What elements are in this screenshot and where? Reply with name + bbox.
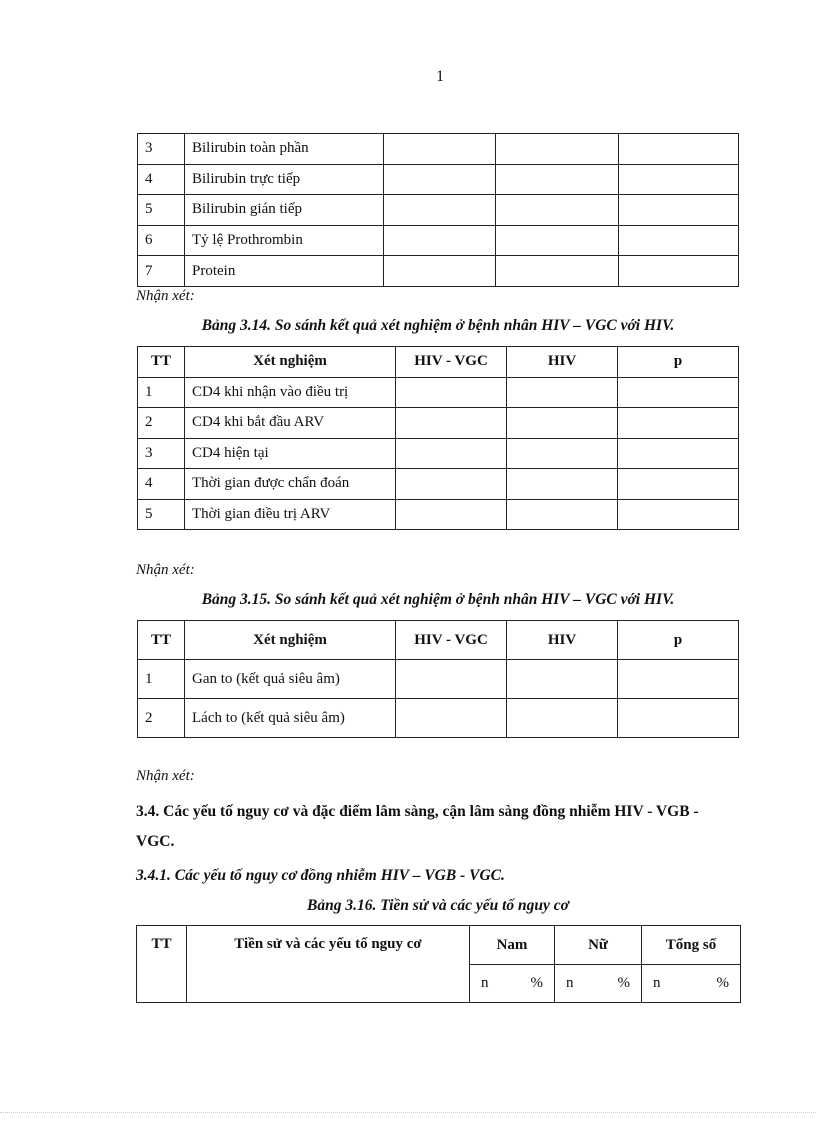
empty-cell — [619, 256, 739, 287]
table-3-14 — [137, 346, 739, 530]
row-number: 3 — [138, 134, 185, 165]
table-row — [138, 164, 739, 195]
empty-cell — [507, 499, 618, 530]
empty-cell — [384, 134, 496, 165]
header-hiv-vgc: HIV - VGC — [396, 621, 507, 660]
table-header-row — [138, 621, 739, 660]
header-tt: TT — [137, 926, 187, 1003]
header-history-risk: Tiền sử và các yếu tố nguy cơ — [187, 926, 470, 1003]
empty-cell — [507, 377, 618, 408]
sub-percent: % — [530, 975, 543, 991]
empty-cell — [619, 164, 739, 195]
empty-cell — [396, 499, 507, 530]
sub-percent: % — [617, 975, 630, 991]
table-row — [138, 469, 739, 500]
empty-cell — [496, 256, 619, 287]
row-test-name: Protein — [185, 256, 384, 287]
row-number: 1 — [138, 377, 185, 408]
empty-cell — [396, 699, 507, 738]
empty-cell — [384, 256, 496, 287]
empty-cell — [507, 699, 618, 738]
row-test-name: Gan to (kết quả siêu âm) — [185, 660, 396, 699]
table-row — [138, 256, 739, 287]
empty-cell — [496, 195, 619, 226]
header-p: p — [618, 347, 739, 378]
total-subheader — [642, 965, 741, 1003]
empty-cell — [396, 469, 507, 500]
row-number: 5 — [138, 499, 185, 530]
header-test: Xét nghiệm — [185, 347, 396, 378]
section-heading-3-4: 3.4. Các yếu tố nguy cơ và đặc điểm lâm sàng, cận lâm sàng đồng nhiễm HIV - VGB - VGC. — [136, 803, 699, 850]
table-3-16 — [136, 925, 741, 1003]
empty-cell — [618, 699, 739, 738]
page-number: 1 — [436, 68, 444, 85]
row-test-name: Thời gian được chẩn đoán — [185, 469, 396, 500]
sub-n: n — [653, 975, 661, 991]
table-header-row — [137, 926, 741, 965]
header-test: Xét nghiệm — [185, 621, 396, 660]
row-test-name: CD4 khi nhận vào điều trị — [185, 377, 396, 408]
remark-label: Nhận xét: — [136, 768, 195, 784]
empty-cell — [496, 225, 619, 256]
header-total: Tổng số — [642, 926, 741, 965]
header-p: p — [618, 621, 739, 660]
row-number: 4 — [138, 164, 185, 195]
row-test-name: CD4 hiện tại — [185, 438, 396, 469]
row-number: 6 — [138, 225, 185, 256]
empty-cell — [618, 377, 739, 408]
table-row — [138, 195, 739, 226]
empty-cell — [618, 660, 739, 699]
sub-percent: % — [716, 975, 729, 991]
empty-cell — [396, 438, 507, 469]
empty-cell — [618, 408, 739, 439]
empty-cell — [507, 660, 618, 699]
table-row — [138, 408, 739, 439]
page-bottom-divider — [0, 1112, 816, 1113]
empty-cell — [496, 164, 619, 195]
table-caption-3-15: Bảng 3.15. So sánh kết quả xét nghiệm ở bệnh nhân HIV – VGC với HIV. — [201, 591, 675, 608]
table-row — [138, 660, 739, 699]
row-number: 7 — [138, 256, 185, 287]
empty-cell — [618, 469, 739, 500]
table-row — [138, 225, 739, 256]
remark-label: Nhận xét: — [136, 288, 195, 304]
header-hiv: HIV — [507, 347, 618, 378]
male-subheader — [470, 965, 555, 1003]
empty-cell — [619, 225, 739, 256]
row-test-name: Bilirubin gián tiếp — [185, 195, 384, 226]
table-3-15 — [137, 620, 739, 738]
empty-cell — [619, 134, 739, 165]
table-row — [138, 699, 739, 738]
sub-n: n — [566, 975, 574, 991]
row-number: 2 — [138, 699, 185, 738]
empty-cell — [384, 195, 496, 226]
table-caption-3-14: Bảng 3.14. So sánh kết quả xét nghiệm ở bệnh nhân HIV – VGC với HIV. — [201, 317, 675, 334]
row-test-name: Tỷ lệ Prothrombin — [185, 225, 384, 256]
empty-cell — [507, 438, 618, 469]
empty-cell — [507, 469, 618, 500]
row-number: 1 — [138, 660, 185, 699]
sub-n: n — [481, 975, 489, 991]
row-test-name: Thời gian điều trị ARV — [185, 499, 396, 530]
empty-cell — [396, 408, 507, 439]
row-test-name: Lách to (kết quả siêu âm) — [185, 699, 396, 738]
empty-cell — [507, 408, 618, 439]
table-row — [138, 438, 739, 469]
empty-cell — [619, 195, 739, 226]
lab-table-continued — [137, 133, 739, 287]
empty-cell — [396, 377, 507, 408]
row-test-name: Bilirubin trực tiếp — [185, 164, 384, 195]
header-male: Nam — [470, 926, 555, 965]
empty-cell — [384, 164, 496, 195]
row-number: 5 — [138, 195, 185, 226]
empty-cell — [496, 134, 619, 165]
header-female: Nữ — [555, 926, 642, 965]
row-test-name: Bilirubin toàn phần — [185, 134, 384, 165]
empty-cell — [384, 225, 496, 256]
header-tt: TT — [138, 621, 185, 660]
empty-cell — [618, 438, 739, 469]
empty-cell — [396, 660, 507, 699]
header-hiv: HIV — [507, 621, 618, 660]
table-row — [138, 134, 739, 165]
row-number: 3 — [138, 438, 185, 469]
table-row — [138, 499, 739, 530]
empty-cell — [618, 499, 739, 530]
remark-label: Nhận xét: — [136, 562, 195, 578]
table-header-row — [138, 347, 739, 378]
female-subheader — [555, 965, 642, 1003]
row-number: 2 — [138, 408, 185, 439]
header-hiv-vgc: HIV - VGC — [396, 347, 507, 378]
row-test-name: CD4 khi bắt đầu ARV — [185, 408, 396, 439]
table-row — [138, 377, 739, 408]
table-caption-3-16: Bảng 3.16. Tiền sử và các yếu tố nguy cơ — [307, 897, 569, 914]
section-heading-3-4-1: 3.4.1. Các yếu tố nguy cơ đồng nhiễm HIV – VGB - VGC. — [136, 867, 505, 884]
header-tt: TT — [138, 347, 185, 378]
row-number: 4 — [138, 469, 185, 500]
